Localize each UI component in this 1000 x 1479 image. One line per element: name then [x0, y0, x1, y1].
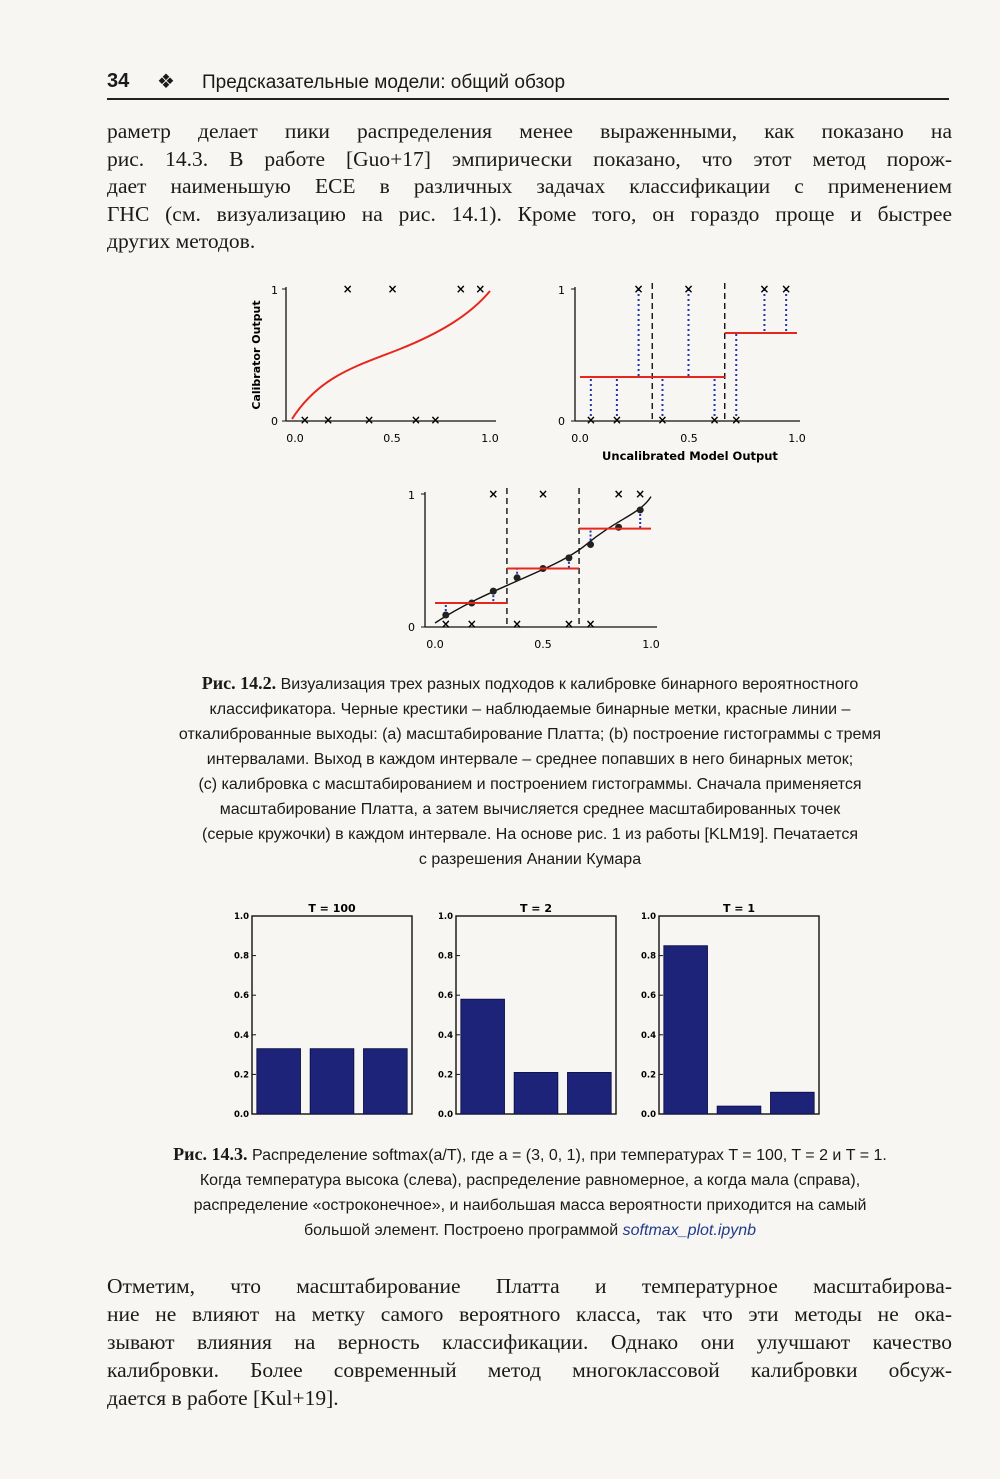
y-tick-label: 1.0: [233, 912, 249, 922]
figure-panel-a: [240, 275, 510, 455]
label-cross: ×: [475, 282, 486, 296]
caption-label: Рис. 14.3.: [173, 1144, 248, 1164]
text-line: других методов.: [107, 229, 256, 253]
y-tick-label: 0.6: [640, 991, 656, 1002]
platt-curve: [292, 291, 490, 419]
label-cross: ×: [759, 282, 770, 296]
y-tick-label: 0.2: [233, 1070, 249, 1081]
x-tick-label: 0.0: [426, 638, 444, 651]
caption-line: Визуализация трех разных подходов к калибровке бинарного вероятностного: [280, 676, 859, 693]
scaled-point: [514, 574, 521, 581]
bar: [770, 1092, 814, 1114]
text-line: дает наименьшую ECE в различных задачах классификации с применением: [107, 174, 952, 198]
scaled-point: [490, 588, 497, 595]
caption-line: откалиброванные выходы: (a) масштабирование Платта; (b) построение гистограммы с тремя: [178, 726, 882, 743]
page-number: 34: [107, 70, 130, 92]
y-tick-label: 0.0: [233, 1110, 249, 1120]
bar: [567, 1072, 611, 1114]
caption-line: интервалами. Выход в каждом интервале – среднее попавших в него бинарных меток;: [206, 751, 854, 768]
bar-chart: [234, 902, 412, 1120]
label-cross: ×: [410, 413, 421, 427]
label-cross: ×: [611, 413, 622, 427]
y-tick-label: 1: [558, 284, 565, 297]
y-tick-label: 0.8: [233, 951, 249, 962]
figure-panel-c: [395, 482, 675, 657]
label-cross: ×: [440, 617, 451, 631]
caption-label: Рис. 14.2.: [201, 673, 277, 693]
paragraph-top: [107, 118, 952, 256]
chart-title: T = 1: [722, 902, 756, 915]
chart-title: T = 100: [308, 902, 356, 915]
bar: [310, 1049, 354, 1114]
bar: [257, 1049, 301, 1114]
x-tick-label: 0.5: [383, 432, 401, 445]
scaled-point: [615, 524, 622, 531]
y-tick-label: 0.6: [233, 991, 249, 1002]
label-cross: ×: [585, 413, 596, 427]
label-cross: ×: [563, 617, 574, 631]
x-tick-label: 0.5: [680, 432, 698, 445]
figure-panel-b: [545, 275, 815, 470]
running-header: [107, 66, 949, 100]
caption-line: большой элемент. Построено программой: [303, 1222, 619, 1239]
text-line: ГНС (см. визуализацию на рис. 14.1). Кроме того, он гораздо проще и быстрее: [107, 201, 952, 226]
caption-line: Когда температура высока (слева), распределение равномерное, а когда мала (справа),: [199, 1172, 861, 1189]
y-tick-label: 0.0: [640, 1110, 656, 1120]
y-tick-label: 1: [271, 284, 278, 297]
label-cross: ×: [657, 413, 668, 427]
y-tick-label: 0.2: [640, 1070, 656, 1081]
y-tick-label: 0.8: [640, 951, 656, 962]
caption-line: классификатора. Черные крестики – наблюдаемые бинарные метки, красные линии –: [209, 701, 851, 718]
label-cross: ×: [635, 487, 646, 501]
figure-14-3-bar-charts: [220, 898, 840, 1123]
caption-line: (c) калибровка с масштабированием и построением гистограммы. Сначала применяется: [198, 776, 862, 793]
label-cross: ×: [342, 282, 353, 296]
caption-line: Распределение softmax(a/T), где a = (3, 0, 1), при температурах T = 100, T = 2 и T = 1.: [251, 1147, 887, 1164]
label-cross: ×: [731, 413, 742, 427]
scaled-point: [637, 506, 644, 513]
bar: [717, 1106, 761, 1114]
notebook-link[interactable]: softmax_plot.ipynb: [622, 1222, 757, 1239]
text-line: раметр делает пики распределения менее выраженными, как показано на: [107, 119, 952, 143]
bar: [461, 999, 505, 1114]
label-cross: ×: [537, 487, 549, 501]
label-cross: ×: [781, 282, 792, 296]
y-tick-label: 0: [271, 415, 278, 428]
bar: [514, 1072, 558, 1114]
label-cross: ×: [455, 282, 466, 296]
label-cross: ×: [430, 413, 441, 427]
caption-line: масштабирование Платта, а затем вычисляется среднее масштабированных точек: [219, 801, 841, 818]
ornament-icon: ❖: [157, 69, 175, 93]
label-cross: ×: [387, 282, 398, 296]
text-line: калибровки. Более современный метод многоклассовой калибровки обсуж-: [107, 1358, 952, 1382]
label-cross: ×: [683, 282, 694, 296]
label-cross: ×: [488, 487, 499, 501]
y-tick-label: 0.0: [437, 1110, 453, 1120]
text-line: Отметим, что масштабирование Платта и температурное масштабирова-: [107, 1274, 952, 1298]
y-tick-label: 0.6: [437, 991, 453, 1002]
x-tick-label: 0.0: [286, 432, 304, 445]
caption-line: распределение «остроконечное», и наибольшая масса вероятности приходится на самый: [193, 1197, 867, 1214]
y-tick-label: 0.4: [640, 1030, 656, 1041]
text-line: зывают влияния на верность классификации. Однако они улучшают качество: [107, 1330, 952, 1354]
y-tick-label: 0.8: [437, 951, 453, 962]
x-tick-label: 0.0: [571, 432, 589, 445]
chapter-title: Предсказательные модели: общий обзор: [202, 72, 566, 93]
label-cross: ×: [323, 413, 334, 427]
x-tick-label: 1.0: [788, 432, 806, 445]
label-cross: ×: [633, 282, 644, 296]
scaled-point: [565, 554, 572, 561]
label-cross: ×: [512, 617, 523, 631]
scaling-binning-marks: [435, 487, 651, 631]
y-axis-label: Calibrator Output: [250, 300, 263, 410]
x-tick-label: 0.5: [534, 638, 552, 651]
x-tick-label: 1.0: [642, 638, 660, 651]
y-tick-label: 0.4: [437, 1030, 453, 1041]
scaled-point: [587, 541, 594, 548]
label-cross: ×: [466, 617, 477, 631]
y-tick-label: 0.2: [437, 1070, 453, 1081]
text-line: дается в работе [Kul+19].: [107, 1386, 339, 1410]
chart-title: T = 2: [519, 902, 553, 915]
y-tick-label: 0.4: [233, 1030, 249, 1041]
label-cross: ×: [709, 413, 720, 427]
y-tick-label: 1: [408, 489, 415, 502]
text-line: ние не влияют на метку самого вероятного класса, так что эти методы не ока-: [107, 1302, 952, 1326]
caption-line: (серые кружочки) в каждом интервале. На основе рис. 1 из работы [KLM19]. Печатается: [201, 826, 859, 843]
bar: [664, 946, 708, 1114]
y-tick-label: 1.0: [437, 912, 453, 922]
label-cross: ×: [585, 617, 596, 631]
bar-chart: [438, 902, 616, 1120]
x-axis-label: Uncalibrated Model Output: [602, 449, 778, 463]
label-crosses: [300, 282, 486, 427]
y-tick-label: 0: [558, 415, 565, 428]
label-cross: ×: [613, 487, 624, 501]
y-tick-label: 0: [408, 621, 415, 634]
x-tick-label: 1.0: [481, 432, 499, 445]
caption-line: с разрешения Анании Кумара: [418, 851, 642, 868]
bar-chart: [641, 902, 819, 1120]
text-line: рис. 14.3. В работе [Guo+17] эмпирически показано, что этот метод порож-: [107, 146, 952, 171]
bar: [363, 1049, 407, 1114]
histogram-marks: [580, 282, 797, 427]
figure-14-2-caption: [110, 671, 950, 872]
paragraph-bottom: [107, 1272, 952, 1412]
figure-14-3-caption: [95, 1142, 965, 1243]
y-tick-label: 1.0: [640, 912, 656, 922]
label-cross: ×: [299, 413, 310, 427]
label-cross: ×: [364, 413, 375, 427]
